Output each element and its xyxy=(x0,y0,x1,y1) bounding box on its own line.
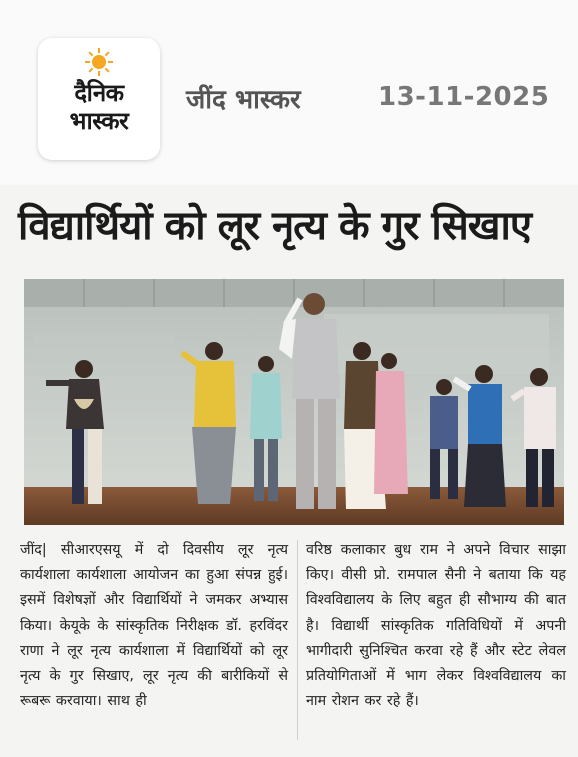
article-column-left: जींद| सीआरएसयू में दो दिवसीय लूर नृत्य कार्यशाला कार्यशाला आयोजन का हुआ संपन्न हुई। इसमें विशेषज्ञों और विद्यार्थियों ने जमकर अभ्यास किया। केयूके के सांस्कृतिक निरीक्षक डॉ. हरविंदर राणा ने लूर नृत्य कार्यशाला में विद्यार्थियों को लूर नृत्य के गुर सिखाए, लूर नृत्य की बारीकियों से रूबरू करवाया। साथ ही xyxy=(20,542,288,710)
article-photo xyxy=(24,279,564,525)
sun-icon xyxy=(85,48,113,76)
logo-text-line1: दैनिक xyxy=(74,79,124,107)
column-divider xyxy=(297,540,298,740)
edition-date: 13-11-2025 xyxy=(378,82,550,112)
article-headline: विद्यार्थियों को लूर नृत्य के गुर सिखाए xyxy=(18,202,531,249)
epaper-header xyxy=(0,0,578,185)
article-column-right: वरिष्ठ कलाकार बुध राम ने अपने विचार साझा किए। वीसी प्रो. रामपाल सैनी ने बताया कि यह विश्वविद्यालय के लिए बहुत ही सौभाग्य की बात है। विद्यार्थी सांस्कृतिक गतिविधियों में अपनी भागीदारी सुनिश्चित करवा रहे हैं और स्टेट लेवल प्रतियोगिताओं में भाग लेकर विश्वविद्यालय का नाम रोशन कर रहे हैं। xyxy=(306,542,566,710)
dainik-bhaskar-logo[interactable] xyxy=(38,38,160,160)
edition-name: जींद भास्कर xyxy=(186,85,301,115)
logo-text-line2: भास्कर xyxy=(69,107,129,135)
